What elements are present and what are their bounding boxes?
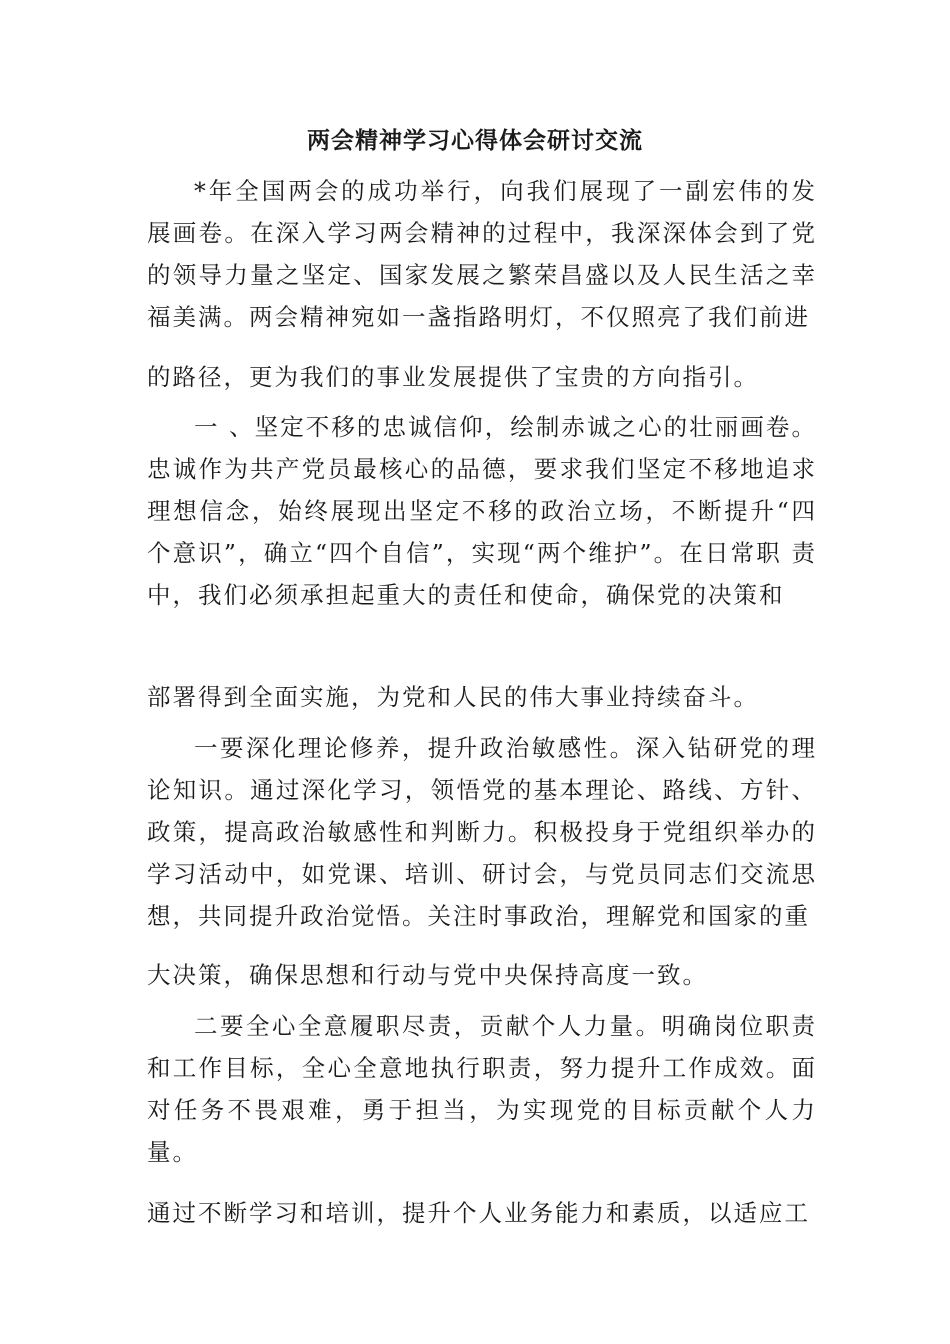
paragraph-point-two-continued: 通过不断学习和培训，提升个人业务能力和素质，以适应工: [147, 1199, 810, 1227]
paragraph-section-one: 一 、坚定不移的忠诚信仰，绘制赤诚之心的壮丽画卷。 忠诚作为共产党员最核心的品德，要求我们坚定不移地追求 理想信念，始终展现出坚定不移的政治立场，不断提升“四 个意识”，确立“四个自信”，实现“两个维护”。在日常职 责中，我们必须承担起重大的责任和使命，确保党的决策和: [147, 413, 817, 609]
paragraph-point-one: 一要深化理论修养，提升政治敏感性。深入钻研党的理论知识。通过深化学习，领悟党的基本理论、路线、方针、政策，提高政治敏感性和判断力。积极投身于党组织举办的学习活动中，如党课、培训、研讨会，与党员同志们交流思想，共同提升政治觉悟。关注时事政治，理解党和国家的重: [147, 734, 817, 930]
paragraph-intro: *年全国两会的成功举行，向我们展现了一副宏伟的发展画卷。在深入学习两会精神的过程中，我深深体会到了党的领导力量之坚定、国家发展之繁荣昌盛以及人民生活之幸福美满。两会精神宛如一盏指路明灯，不仅照亮了我们前进: [147, 177, 817, 331]
paragraph-point-two: 二要全心全意履职尽责，贡献个人力量。明确岗位职责和工作目标，全心全意地执行职责，努力提升工作成效。面对任务不畏艰难，勇于担当，为实现党的目标贡献个人力量。: [147, 1012, 817, 1166]
paragraph-point-one-continued: 大决策，确保思想和行动与党中央保持高度一致。: [147, 961, 708, 989]
paragraph-section-one-continued: 部署得到全面实施，为党和人民的伟大事业持续奋斗。: [147, 683, 759, 711]
paragraph-intro-continued: 的路径，更为我们的事业发展提供了宝贵的方向指引。: [147, 363, 759, 391]
document-title: 两会精神学习心得体会研讨交流: [307, 127, 643, 154]
